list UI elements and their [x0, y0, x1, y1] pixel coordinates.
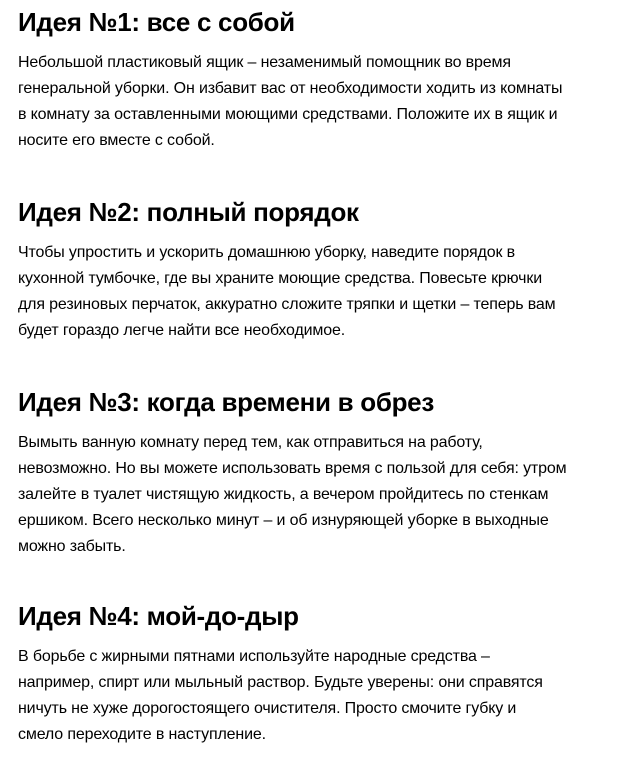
- paragraph-line: носите его вместе с собой.: [18, 132, 215, 149]
- idea-section-4: [18, 600, 618, 748]
- paragraph-line: ершиком. Всего несколько минут – и об изнуряющей уборке в выходные: [18, 512, 549, 529]
- idea-paragraph-2: [18, 240, 618, 344]
- paragraph-line: В борьбе с жирными пятнами используйте народные средства –: [18, 648, 490, 665]
- idea-heading-3: Идея №3: когда времени в обрез: [18, 387, 434, 417]
- paragraph-line: смело переходите в наступление.: [18, 726, 266, 743]
- idea-section-3: [18, 386, 618, 560]
- paragraph-line: невозможно. Но вы можете использовать время с пользой для себя: утром: [18, 460, 567, 477]
- idea-heading-2: Идея №2: полный порядок: [18, 197, 359, 227]
- paragraph-line: например, спирт или мыльный раствор. Будьте уверены: они справятся: [18, 674, 543, 691]
- idea-heading-1: Идея №1: все с собой: [18, 7, 295, 37]
- paragraph-line: кухонной тумбочке, где вы храните моющие средства. Повесьте крючки: [18, 270, 542, 287]
- paragraph-line: Чтобы упростить и ускорить домашнюю уборку, наведите порядок в: [18, 244, 515, 261]
- paragraph-line: в комнату за оставленными моющими средствами. Положите их в ящик и: [18, 106, 558, 123]
- paragraph-line: будет гораздо легче найти все необходимое.: [18, 322, 346, 339]
- paragraph-line: Небольшой пластиковый ящик – незаменимый помощник во время: [18, 54, 511, 71]
- idea-heading-4: Идея №4: мой-до-дыр: [18, 601, 299, 631]
- paragraph-line: залейте в туалет чистящую жидкость, а вечером пройдитесь по стенкам: [18, 486, 549, 503]
- idea-section-1: [18, 6, 618, 154]
- idea-paragraph-3: [18, 430, 618, 560]
- paragraph-line: для резиновых перчаток, аккуратно сложите тряпки и щетки – теперь вам: [18, 296, 556, 313]
- idea-section-2: [18, 196, 618, 344]
- idea-paragraph-4: [18, 644, 618, 748]
- paragraph-line: Вымыть ванную комнату перед тем, как отправиться на работу,: [18, 434, 483, 451]
- paragraph-line: генеральной уборки. Он избавит вас от необходимости ходить из комнаты: [18, 80, 563, 97]
- paragraph-line: ничуть не хуже дорогостоящего очистителя. Просто смочите губку и: [18, 700, 517, 717]
- paragraph-line: можно забыть.: [18, 538, 126, 555]
- idea-paragraph-1: [18, 50, 618, 154]
